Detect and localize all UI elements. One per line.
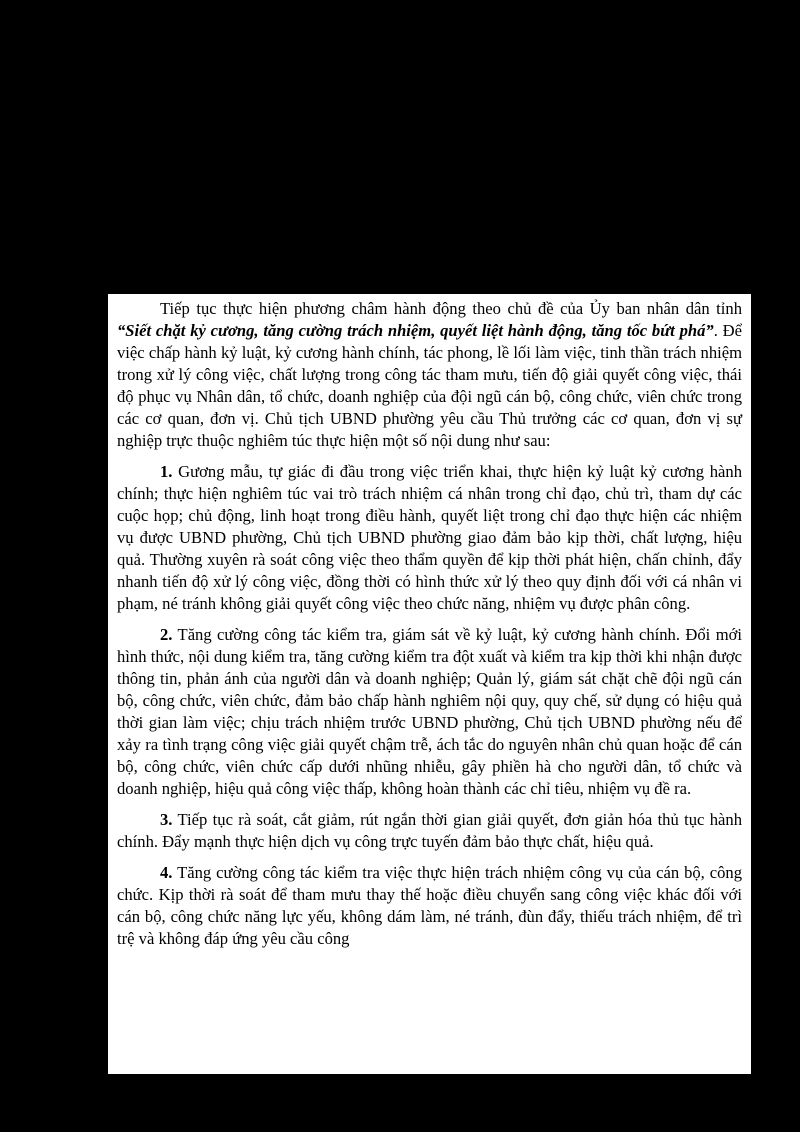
item-text: Tiếp tục rà soát, cắt giảm, rút ngắn thời gian giải quyết, đơn giản hóa thủ tục hành chính. Đẩy mạnh thực hiện dịch vụ công trực tuyến đảm bảo thực chất, hiệu quả. — [117, 810, 742, 851]
item-paragraph-1 — [117, 461, 742, 615]
intro-text-after: . Để việc chấp hành kỷ luật, kỷ cương hành chính, tác phong, lề lối làm việc, tinh thần trách nhiệm trong xử lý công việc, chất lượng trong công tác tham mưu, tiến độ giải quyết công việc, thái độ phục vụ Nhân dân, tổ chức, doanh nghiệp của đội ngũ cán bộ, công chức, viên chức trong các cơ quan, đơn vị. Chủ tịch UBND phường yêu cầu Thủ trưởng các cơ quan, đơn vị sự nghiệp trực thuộc nghiêm túc thực hiện một số nội dung như sau: — [117, 321, 742, 450]
document-page — [108, 294, 751, 1074]
intro-emphasis: “Siết chặt kỷ cương, tăng cường trách nhiệm, quyết liệt hành động, tăng tốc bứt phá” — [117, 321, 714, 340]
item-paragraph-4 — [117, 862, 742, 950]
item-number: 4. — [160, 863, 173, 882]
item-paragraph-3 — [117, 809, 742, 853]
item-paragraph-2 — [117, 624, 742, 800]
item-text: Tăng cường công tác kiểm tra việc thực hiện trách nhiệm công vụ của cán bộ, công chức. Kịp thời rà soát để tham mưu thay thế hoặc điều chuyển sang công việc khác đối với cán bộ, công chức năng lực yếu, không dám làm, né tránh, đùn đẩy, thiếu trách nhiệm, để trì trệ và không đáp ứng yêu cầu công — [117, 863, 742, 948]
intro-paragraph — [117, 298, 742, 452]
item-number: 3. — [160, 810, 173, 829]
item-number: 1. — [160, 462, 173, 481]
item-text: Gương mẫu, tự giác đi đầu trong việc triển khai, thực hiện kỷ luật kỷ cương hành chính; thực hiện nghiêm túc vai trò trách nhiệm cá nhân trong chỉ đạo, chủ trì, tham dự các cuộc họp; chủ động, linh hoạt trong điều hành, quyết liệt trong chỉ đạo thực hiện các nhiệm vụ được UBND phường, Chủ tịch UBND phường giao đảm bảo kịp thời, chất lượng, hiệu quả. Thường xuyên rà soát công việc theo thẩm quyền để kịp thời phát hiện, chấn chỉnh, đẩy nhanh tiến độ xử lý công việc, đồng thời có hình thức xử lý theo quy định đối với cá nhân vi phạm, né tránh không giải quyết công việc theo chức năng, nhiệm vụ được phân công. — [117, 462, 742, 613]
intro-text-before: Tiếp tục thực hiện phương châm hành động theo chủ đề của Ủy ban nhân dân tỉnh — [160, 299, 742, 318]
item-text: Tăng cường công tác kiểm tra, giám sát về kỷ luật, kỷ cương hành chính. Đổi mới hình thức, nội dung kiểm tra, tăng cường kiểm tra đột xuất và kiểm tra kịp thời khi nhận được thông tin, phản ánh của người dân và doanh nghiệp; Quản lý, giám sát chặt chẽ đội ngũ cán bộ, công chức, viên chức, đảm bảo chấp hành nghiêm nội quy, quy chế, sử dụng có hiệu quả thời gian làm việc; chịu trách nhiệm trước UBND phường, Chủ tịch UBND phường nếu để xảy ra tình trạng công việc giải quyết chậm trễ, ách tắc do nguyên nhân chủ quan hoặc để cán bộ, công chức, viên chức cấp dưới nhũng nhiễu, gây phiền hà cho người dân, tổ chức và doanh nghiệp, hiệu quả công việc thấp, không hoàn thành các chỉ tiêu, nhiệm vụ đề ra. — [117, 625, 742, 798]
item-number: 2. — [160, 625, 173, 644]
